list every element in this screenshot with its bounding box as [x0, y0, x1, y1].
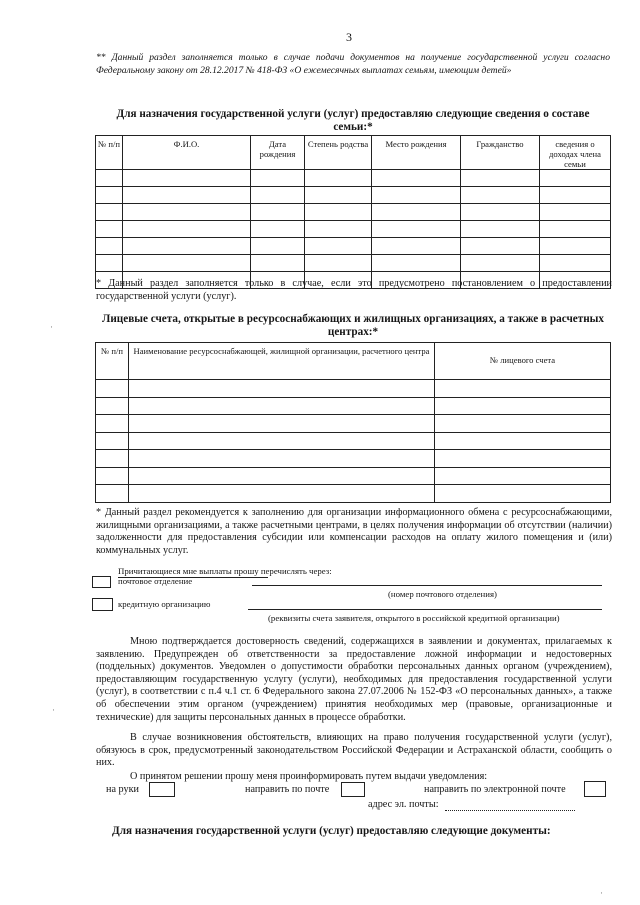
by-mail-checkbox[interactable] [341, 782, 365, 797]
by-email-checkbox[interactable] [584, 781, 606, 797]
page-number: 3 [346, 30, 352, 44]
table-row[interactable] [96, 415, 611, 433]
table-row[interactable] [96, 432, 611, 450]
obligation-text: В случае возникновения обстоятельств, влияющих на право получения государственной услуги (услуг), обязуюсь в срок, предусмотренный законодательством Российской Федерации и Астраханской области, сообщить о них. [96, 732, 612, 769]
accounts-footnote: * Данный раздел рекомендуется к заполнению для организации информационного обмена с ресурсоснабжающими, жилищными организациями, а также расчетными центрами, в целях получения информации об отсутствии (наличии) задолженности для предоставления субсидии или компенсации расходов на оплату жилого помещения и (или) коммунальных услуг. [96, 507, 612, 556]
by-hand-label: на руки [106, 784, 139, 795]
family-col-income: сведения о доходах члена семьи [540, 136, 611, 170]
family-col-birthplace: Место рождения [372, 136, 461, 170]
family-footnote: * Данный раздел заполняется только в случае, если это предусмотрено постановлением о предоставлении государственной услуги (услуг). [96, 278, 612, 302]
family-col-citizenship: Гражданство [461, 136, 540, 170]
email-label: адрес эл. почты: [368, 799, 439, 810]
table-row[interactable] [96, 450, 611, 468]
scan-mark: · [600, 888, 603, 898]
table-row[interactable] [96, 255, 611, 272]
table-row[interactable] [96, 204, 611, 221]
bank-field[interactable] [248, 609, 602, 610]
post-office-field[interactable] [252, 585, 602, 586]
family-col-relation: Степень родства [305, 136, 372, 170]
top-note: ** Данный раздел заполняется только в случае подачи документов на получение государственной услуги согласно Федеральному закону от 28.12.2017 № 418-ФЗ «О ежемесячных выплатах семьям, имеющим детей» [96, 52, 610, 76]
payment-intro: Причитающиеся мне выплаты прошу перечислять через: [118, 566, 332, 576]
accounts-col-organization: Наименование ресурсоснабжающей, жилищной организации, расчетного центра [129, 343, 435, 380]
bank-caption: (реквизиты счета заявителя, открытого в российской кредитной организации) [268, 613, 560, 623]
table-row[interactable] [96, 380, 611, 398]
by-mail-label: направить по почте [245, 784, 330, 795]
table-row[interactable] [96, 238, 611, 255]
family-table [95, 135, 611, 289]
table-row[interactable] [96, 221, 611, 238]
documents-heading: Для назначения государственной услуги (услуг) предоставляю следующие документы: [112, 825, 551, 837]
notification-intro: О принятом решении прошу меня проинформировать путем выдачи уведомления: [130, 771, 488, 782]
accounts-heading: Лицевые счета, открытые в ресурсоснабжающих и жилищных организациях, а также в расчетных центрах:* [102, 313, 604, 338]
post-office-label: почтовое отделение [118, 576, 193, 586]
bank-label: кредитную организацию [118, 599, 211, 609]
family-col-birthdate: Дата рождения [251, 136, 305, 170]
table-row[interactable] [96, 187, 611, 204]
table-row[interactable] [96, 467, 611, 485]
table-row[interactable] [96, 485, 611, 503]
accounts-col-account: № лицевого счета [435, 343, 611, 380]
bank-checkbox[interactable] [92, 598, 113, 611]
by-email-label: направить по электронной почте [424, 784, 566, 795]
scan-mark: · [50, 322, 53, 332]
table-row[interactable] [96, 397, 611, 415]
family-col-name: Ф.И.О. [123, 136, 251, 170]
email-field[interactable] [445, 810, 575, 811]
table-row[interactable] [96, 170, 611, 187]
by-hand-checkbox[interactable] [149, 782, 175, 797]
scan-mark: · [52, 705, 55, 715]
confirmation-paragraph [96, 636, 612, 724]
family-col-number: № п/п [96, 136, 123, 170]
confirmation-text: Мною подтверждается достоверность сведений, содержащихся в заявлении и документах, прилагаемых к заявлению. Предупрежден об ответственности за предоставление ложной информации и недостоверных (поддельных) документов. Уведомлен о допустимости обработки персональных данных органом (учреждением), предоставляющим государственную услугу (услуги), необходимых для предоставления государственной услуги (услуг), в соответствии с п.4 ч.1 ст. 6 Федерального закона 27.07.2006 № 152-ФЗ «О персональных данных», а также об обеспечении этим органом (учреждением) принятия необходимых мер (правовые, организационные и технические) для защиты персональных данных в процессе обработки. [96, 636, 612, 723]
family-heading: Для назначения государственной услуги (услуг) предоставляю следующие сведения о составе семьи:* [116, 108, 590, 133]
accounts-col-number: № п/п [96, 343, 129, 380]
post-office-caption: (номер почтового отделения) [388, 589, 497, 599]
post-office-checkbox[interactable] [92, 576, 111, 588]
accounts-table [95, 342, 611, 503]
obligation-paragraph [96, 732, 612, 770]
